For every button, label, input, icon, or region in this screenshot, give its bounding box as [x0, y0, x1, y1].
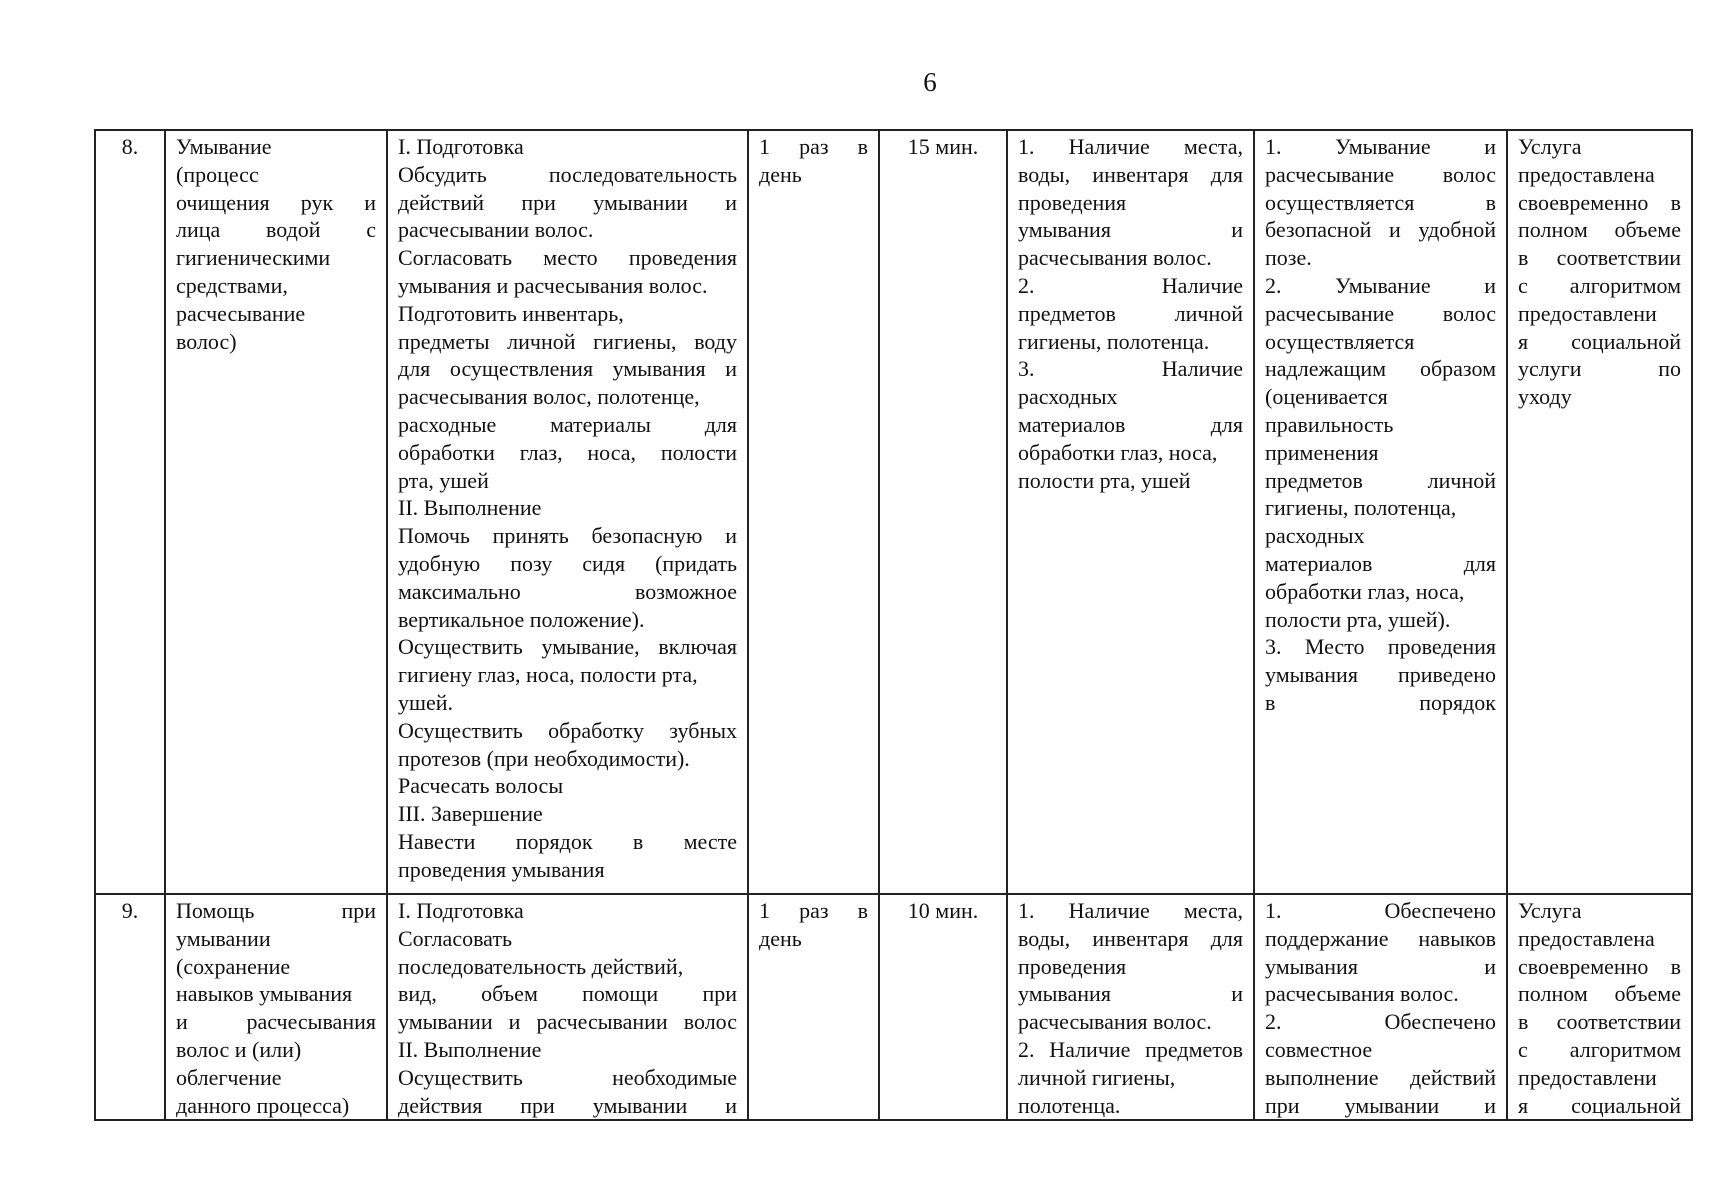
cell-line: в соответствии — [1518, 1009, 1681, 1035]
cell-line: расчесывание — [176, 300, 306, 326]
cell-line: Осуществить обработку зубных — [398, 717, 737, 743]
cell-line: выполнение действий — [1265, 1064, 1496, 1090]
cell-line: расчесывания волос. — [1018, 1009, 1212, 1035]
cell-line: 2. Умывание и — [1265, 272, 1496, 298]
cell-line: Согласовать — [398, 925, 513, 951]
cell-line: расходных — [1018, 384, 1118, 410]
cell-line: 1. Умывание и — [1265, 134, 1496, 159]
cell-line: очищения рук и — [176, 189, 376, 215]
cell-line: действий при умывании и — [398, 189, 737, 215]
cell-line: в соответствии — [1518, 245, 1681, 271]
cell-line: полотенца. — [1018, 1092, 1121, 1118]
cell-line: день — [759, 925, 802, 951]
cell-line: правильность — [1265, 411, 1394, 437]
procedure-cell — [387, 894, 748, 1120]
cell-line: вертикальное положение). — [398, 606, 645, 632]
service-name-cell — [165, 894, 387, 1120]
cell-line: 3. Место проведения — [1265, 634, 1496, 660]
cell-line: полости рта, ушей — [1018, 467, 1191, 493]
cell-line: Помочь принять безопасную и — [398, 523, 737, 549]
cell-line: (оценивается — [1265, 384, 1388, 410]
table-row — [95, 894, 1692, 1120]
cell-line: предоставлени — [1518, 1064, 1657, 1090]
cell-line: вид, объем помощи при — [398, 981, 737, 1007]
cell-line: I. Подготовка — [398, 898, 524, 923]
cell-line: удобную позу сидя (придать — [398, 550, 737, 576]
duration-cell: 15 мин. — [879, 130, 1007, 894]
cell-line: совместное — [1265, 1036, 1373, 1062]
cell-line: Осуществить необходимые — [398, 1064, 737, 1090]
cell-line: при умывании и — [1265, 1092, 1496, 1118]
cell-line: 3. Наличие — [1018, 356, 1243, 382]
cell-line: с алгоритмом — [1518, 272, 1681, 298]
cell-line: расходные материалы для — [398, 411, 737, 437]
cell-line: личной гигиены, — [1018, 1064, 1176, 1090]
cell-line: Помощь при — [176, 898, 376, 923]
cell-line: материалов для — [1018, 411, 1243, 437]
cell-line: 2. Обеспечено — [1265, 1009, 1496, 1035]
cell-line: расчесывании волос. — [398, 217, 594, 243]
cell-line: волос и (или) — [176, 1036, 302, 1062]
conditions-cell — [1007, 130, 1254, 894]
row-number: 8. — [95, 130, 165, 894]
cell-line: я социальной — [1518, 1092, 1681, 1118]
cell-line: надлежащим образом — [1265, 356, 1496, 382]
cell-line: лица водой с — [176, 217, 376, 243]
cell-line: (процесс — [176, 161, 259, 187]
result-cell — [1507, 130, 1692, 894]
cell-line: я социальной — [1518, 328, 1681, 354]
cell-line: расчесывания волос. — [1265, 981, 1459, 1007]
cell-line: 2. Наличие предметов — [1018, 1036, 1243, 1062]
cell-line: полном объеме — [1518, 217, 1681, 243]
cell-line: гигиеническими — [176, 245, 331, 271]
cell-line: предметов личной — [1018, 300, 1243, 326]
cell-line: гигиены, полотенца. — [1018, 328, 1210, 354]
cell-line: Обсудить последовательность — [398, 161, 737, 187]
cell-line: 1. Наличие места, — [1018, 134, 1243, 159]
cell-line: предметов личной — [1265, 467, 1496, 493]
cell-line: III. Завершение — [398, 801, 543, 827]
cell-line: Подготовить инвентарь, — [398, 300, 624, 326]
cell-line: Услуга — [1518, 898, 1582, 923]
cell-line: расчесывание волос — [1265, 300, 1496, 326]
cell-line: умывании — [176, 925, 271, 951]
cell-line: протезов (при необходимости). — [398, 745, 690, 771]
row-number: 9. — [95, 894, 165, 1120]
cell-line: позе. — [1265, 245, 1312, 271]
cell-line: рта, ушей — [398, 467, 489, 493]
cell-line: данного процесса) — [176, 1092, 350, 1118]
cell-line: средствами, — [176, 272, 288, 298]
cell-line: и расчесывания — [176, 1009, 376, 1035]
duration-cell: 10 мин. — [879, 894, 1007, 1120]
cell-line: гигиены, полотенца, — [1265, 495, 1457, 521]
cell-line: 1. Наличие места, — [1018, 898, 1243, 923]
services-table — [94, 129, 1693, 1121]
page-number: 6 — [923, 67, 937, 97]
cell-line: уходу — [1518, 384, 1572, 410]
cell-line: расчесывания волос, полотенце, — [398, 384, 700, 410]
cell-line: предоставлена — [1518, 161, 1655, 187]
cell-line: поддержание навыков — [1265, 925, 1496, 951]
cell-line: умывания и — [1018, 217, 1243, 243]
cell-line: последовательность действий, — [398, 953, 684, 979]
cell-line: проведения — [1018, 953, 1127, 979]
cell-line: II. Выполнение — [398, 495, 542, 521]
cell-line: гигиену глаз, носа, полости рта, — [398, 662, 698, 688]
cell-line: 1 раз в — [759, 134, 868, 159]
procedure-cell — [387, 130, 748, 894]
cell-line: действия при умывании и — [398, 1092, 737, 1118]
cell-line: проведения — [1018, 189, 1127, 215]
cell-line: своевременно в — [1518, 189, 1681, 215]
cell-line: умывания приведено — [1265, 662, 1496, 688]
cell-line: с алгоритмом — [1518, 1036, 1681, 1062]
cell-line: воды, инвентаря для — [1018, 161, 1243, 187]
quality-cell — [1254, 894, 1507, 1120]
cell-line: осуществляется — [1265, 328, 1415, 354]
service-name-cell — [165, 130, 387, 894]
cell-line: для осуществления умывания и — [398, 356, 737, 382]
cell-line: применения — [1265, 439, 1379, 465]
cell-line: Умывание — [176, 134, 272, 159]
cell-line: проведения умывания — [398, 856, 605, 882]
quality-cell — [1254, 130, 1507, 894]
cell-line: обработки глаз, носа, — [1018, 439, 1218, 465]
cell-line: обработки глаз, носа, полости — [398, 439, 737, 465]
conditions-cell — [1007, 894, 1254, 1120]
cell-line: предоставлени — [1518, 300, 1657, 326]
cell-line: облегчение — [176, 1064, 282, 1090]
cell-line: материалов для — [1265, 550, 1496, 576]
frequency-cell — [748, 130, 879, 894]
cell-line: умывания и — [1265, 953, 1496, 979]
cell-line: умывания и расчесывания волос. — [398, 272, 708, 298]
cell-line: 1. Обеспечено — [1265, 898, 1496, 923]
cell-line: ушей. — [398, 689, 453, 715]
cell-line: безопасной и удобной — [1265, 217, 1496, 243]
cell-line: волос) — [176, 328, 237, 354]
cell-line: своевременно в — [1518, 953, 1681, 979]
cell-line: Услуга — [1518, 134, 1582, 159]
cell-line: воды, инвентаря для — [1018, 925, 1243, 951]
frequency-cell — [748, 894, 879, 1120]
cell-line: услуги по — [1518, 356, 1681, 382]
cell-line: II. Выполнение — [398, 1036, 542, 1062]
cell-line: умывании и расчесывании волос — [398, 1009, 737, 1035]
cell-line: Согласовать место проведения — [398, 245, 737, 271]
table-row — [95, 130, 1692, 894]
cell-line: полости рта, ушей). — [1265, 606, 1451, 632]
cell-line: день — [759, 161, 802, 187]
cell-line: полном объеме — [1518, 981, 1681, 1007]
cell-line: 2. Наличие — [1018, 272, 1243, 298]
cell-line: обработки глаз, носа, — [1265, 578, 1465, 604]
cell-line: максимально возможное — [398, 578, 737, 604]
cell-line: I. Подготовка — [398, 134, 524, 159]
cell-line: Навести порядок в месте — [398, 828, 737, 854]
cell-line: (сохранение — [176, 953, 291, 979]
cell-line: расчесывания волос. — [1018, 245, 1212, 271]
cell-line: 1 раз в — [759, 898, 868, 923]
cell-line: в порядок — [1265, 689, 1496, 715]
cell-line: предоставлена — [1518, 925, 1655, 951]
cell-line: расходных — [1265, 523, 1365, 549]
cell-line: умывания и — [1018, 981, 1243, 1007]
cell-line: Осуществить умывание, включая — [398, 634, 737, 660]
cell-line: Расчесать волосы — [398, 773, 564, 799]
cell-line: осуществляется в — [1265, 189, 1496, 215]
result-cell — [1507, 894, 1692, 1120]
cell-line: навыков умывания — [176, 981, 353, 1007]
cell-line: расчесывание волос — [1265, 161, 1496, 187]
cell-line: предметы личной гигиены, воду — [398, 328, 737, 354]
